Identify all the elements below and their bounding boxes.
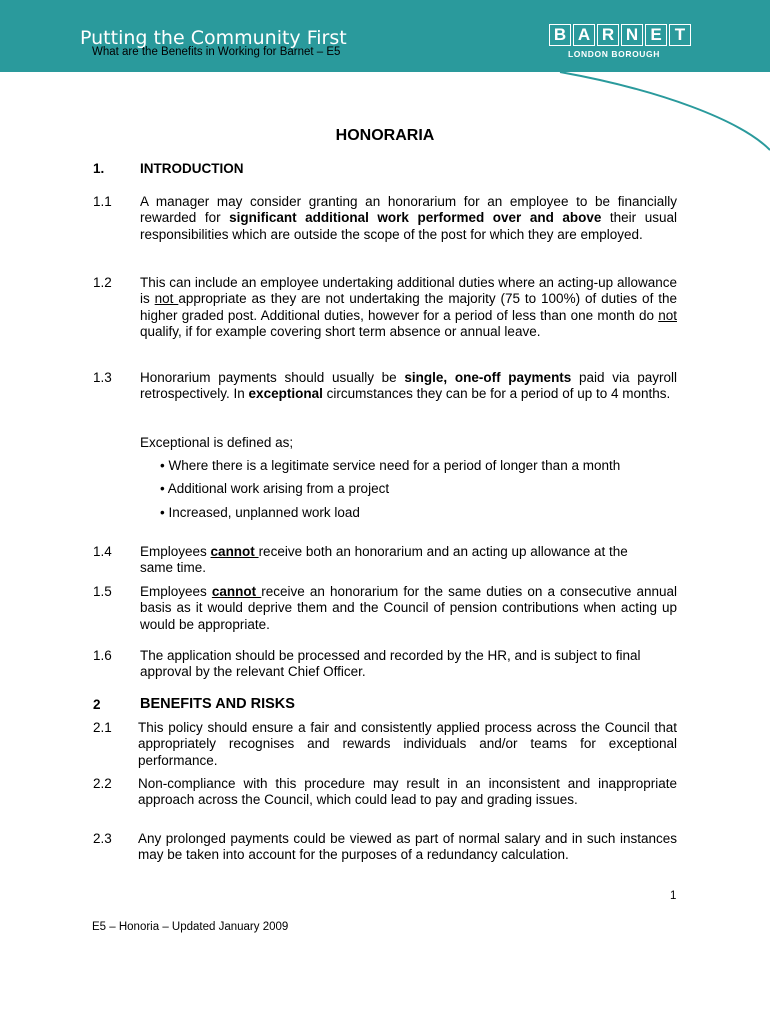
logo-letter: N xyxy=(621,24,643,46)
page-title-text: HONORARIA xyxy=(335,127,435,144)
logo-letter: E xyxy=(645,24,667,46)
para-1-5 xyxy=(140,584,677,633)
underline-run: not xyxy=(154,291,179,307)
text-run: Honorarium payments should usually be xyxy=(140,370,405,385)
header-subtitle: What are the Benefits in Working for Barnet – E5 xyxy=(92,46,341,58)
para-2-2-number: 2.2 xyxy=(93,776,112,791)
list-item: • Additional work arising from a project xyxy=(160,481,390,496)
para-2-3-number: 2.3 xyxy=(93,831,112,846)
page-number: 1 xyxy=(670,890,677,902)
para-1-3 xyxy=(140,370,677,403)
bold-run: single, one-off payments xyxy=(404,370,572,385)
text-run: This can include an employee undertaking additional duties where an acting-up allowance is xyxy=(140,275,677,307)
bold-run: significant additional work performed over and above xyxy=(229,210,602,226)
header-banner xyxy=(0,0,770,72)
para-2-1: This policy should ensure a fair and consistently applied process across the Council that appropriately recognises and rewards individuals and/or teams for exceptional performance. xyxy=(138,720,677,768)
exceptional-defined: Exceptional is defined as; xyxy=(140,435,294,450)
para-2-1-number: 2.1 xyxy=(93,720,112,735)
bold-run: exceptional xyxy=(248,386,323,402)
page-footer: E5 – Honoria – Updated January 2009 xyxy=(92,921,289,933)
logo-letter: A xyxy=(573,24,595,46)
para-1-6-number: 1.6 xyxy=(93,648,112,663)
para-1-6: The application should be processed and recorded by the HR, and is subject to final approval by the relevant Chief Officer. xyxy=(140,648,641,680)
text-run: qualify, if for example covering short term absence or annual leave. xyxy=(140,323,541,339)
text-run: Employees xyxy=(140,584,212,599)
para-1-1-number: 1.1 xyxy=(93,194,112,209)
logo-letter: B xyxy=(549,24,571,46)
text-run: A manager may consider granting an honorarium for an employee to be financially rewarded for xyxy=(140,194,677,226)
para-1-4-number: 1.4 xyxy=(93,544,112,559)
barnet-logo xyxy=(549,24,691,59)
underline-run: cannot xyxy=(211,584,262,599)
text-run: receive an honorarium for the same duties on a consecutive annual basis as it would deprive them and the Council of pension contributions when acting up would be appropriate. xyxy=(140,584,677,632)
text-run: their usual responsibilities which are outside the scope of the post for which they are employed. xyxy=(140,210,677,242)
para-2-3: Any prolonged payments could be viewed as part of normal salary and in such instances may be taken into account for the purposes of a redundancy calculation. xyxy=(138,831,677,863)
text-run: receive both an honorarium and an acting up allowance at the same time. xyxy=(140,544,628,576)
para-1-3-number: 1.3 xyxy=(93,370,112,385)
header-title: Putting the Community First xyxy=(80,27,347,49)
list-item: • Where there is a legitimate service need for a period of longer than a month xyxy=(160,458,621,473)
para-1-2-number: 1.2 xyxy=(93,275,112,290)
text-run: Employees xyxy=(140,544,211,559)
logo-subtitle: LONDON BOROUGH xyxy=(568,49,660,59)
logo-letter: T xyxy=(669,24,691,46)
underline-run: cannot xyxy=(210,544,259,559)
list-item: • Increased, unplanned work load xyxy=(160,505,360,520)
para-1-1 xyxy=(140,194,677,243)
section-2-title: BENEFITS AND RISKS xyxy=(140,696,295,712)
logo-letters xyxy=(549,24,691,46)
para-2-2: Non-compliance with this procedure may result in an inconsistent and inappropriate approach across the Council, which could lead to pay and grading issues. xyxy=(138,776,677,808)
section-1-number: 1. xyxy=(93,161,105,176)
section-2-number: 2 xyxy=(93,697,101,712)
para-1-5-number: 1.5 xyxy=(93,584,112,599)
para-1-4 xyxy=(140,544,660,577)
underline-run: not xyxy=(658,307,677,323)
text-run: appropriate as they are not undertaking the majority (75 to 100%) of duties of the higher graded post. Additional duties, however for a period of less than one month do xyxy=(140,291,677,323)
text-run: circumstances they can be for a period of up to 4 months. xyxy=(322,386,671,402)
logo-letter: R xyxy=(597,24,619,46)
text-run: paid via payroll retrospectively. In xyxy=(140,370,677,402)
page-title xyxy=(0,127,770,145)
para-1-2 xyxy=(140,275,677,340)
section-1-title: INTRODUCTION xyxy=(140,161,244,176)
